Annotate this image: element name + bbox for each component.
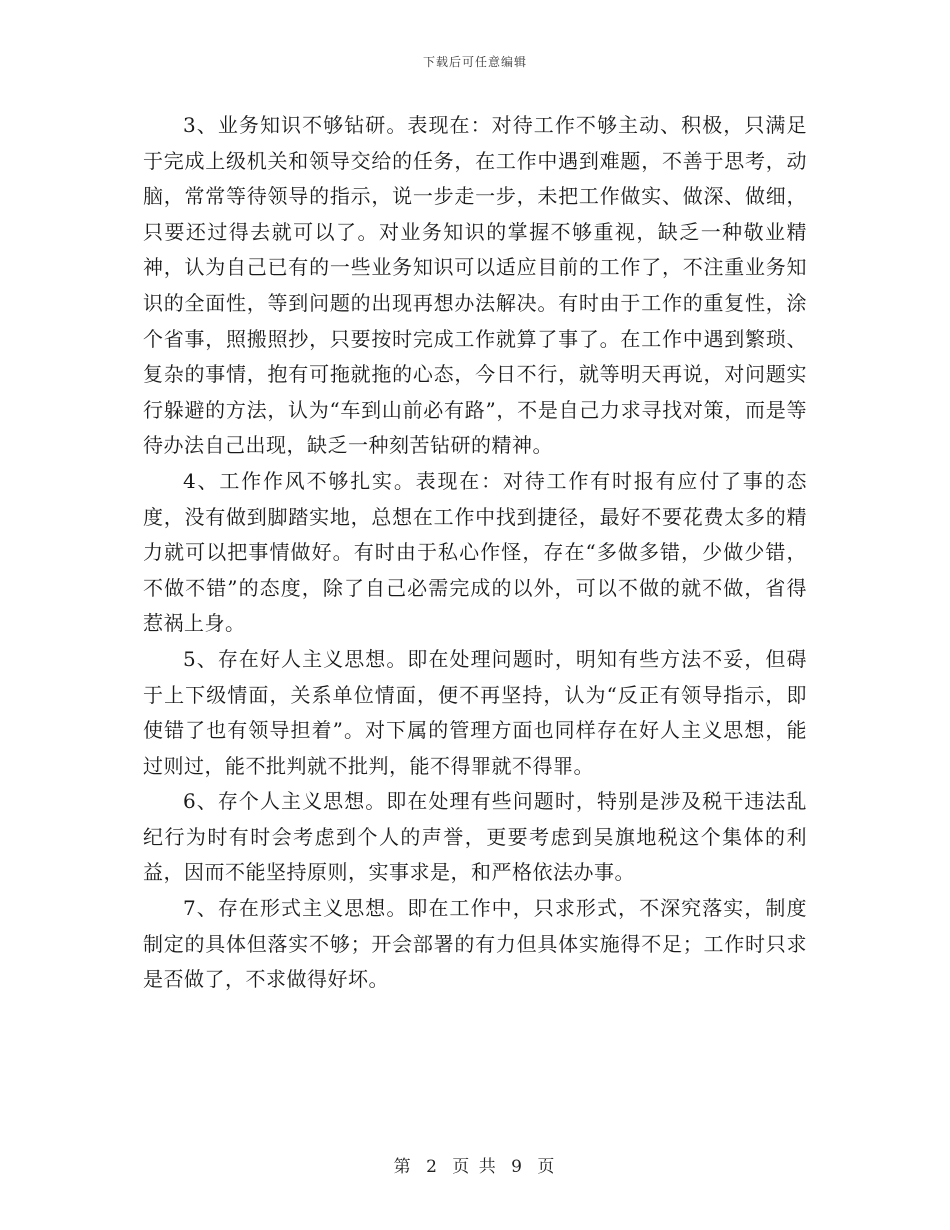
paragraph-item-7: 7、存在形式主义思想。即在工作中，只求形式，不深究落实，制度制定的具体但落实不够；开会部署的有力但具体实施得不足；工作时只求是否做了，不求做得好坏。 bbox=[143, 896, 807, 992]
footer-suffix: 页 bbox=[537, 1157, 557, 1177]
document-body bbox=[143, 108, 807, 998]
current-page-number: 2 bbox=[426, 1157, 439, 1177]
paragraph-item-4: 4、工作作风不够扎实。表现在：对待工作有时报有应付了事的态度，没有做到脚踏实地，总想在工作中找到捷径，最好不要花费太多的精力就可以把事情做好。有时由于私心作怪，存在“多做多错，少做少错，不做不错”的态度，除了自己必需完成的以外，可以不做的就不做，省得惹祸上身。 bbox=[143, 468, 807, 636]
footer-prefix: 第 bbox=[393, 1157, 413, 1177]
paragraph-item-6: 6、存个人主义思想。即在处理有些问题时，特别是涉及税干违法乱纪行为时有时会考虑到个人的声誉，更要考虑到吴旗地税这个集体的利益，因而不能坚持原则，实事求是，和严格依法办事。 bbox=[143, 789, 807, 885]
page-header: 下载后可任意编辑 bbox=[422, 55, 527, 69]
page-footer bbox=[0, 1152, 950, 1177]
paragraph-item-5: 5、存在好人主义思想。即在处理问题时，明知有些方法不妥，但碍于上下级情面，关系单位情面，便不再坚持，认为“反正有领导指示，即使错了也有领导担着”。对下属的管理方面也同样存在好人主义思想，能过则过，能不批判就不批判，能不得罪就不得罪。 bbox=[143, 646, 807, 778]
paragraph-item-3: 3、业务知识不够钻研。表现在：对待工作不够主动、积极，只满足于完成上级机关和领导交给的任务，在工作中遇到难题，不善于思考，动脑，常常等待领导的指示，说一步走一步，未把工作做实、做深、做细，只要还过得去就可以了。对业务知识的掌握不够重视，缺乏一种敬业精神，认为自己已有的一些业务知识可以适应目前的工作了，不注重业务知识的全面性，等到问题的出现再想办法解决。有时由于工作的重复性，涂个省事，照搬照抄，只要按时完成工作就算了事了。在工作中遇到繁琐、复杂的事情，抱有可拖就拖的心态，今日不行，就等明天再说，对问题实行躲避的方法，认为“车到山前必有路”，不是自己力求寻找对策，而是等待办法自己出现，缺乏一种刻苦钻研的精神。 bbox=[143, 113, 807, 458]
footer-middle: 页 共 bbox=[452, 1157, 498, 1177]
total-page-number: 9 bbox=[511, 1157, 524, 1177]
